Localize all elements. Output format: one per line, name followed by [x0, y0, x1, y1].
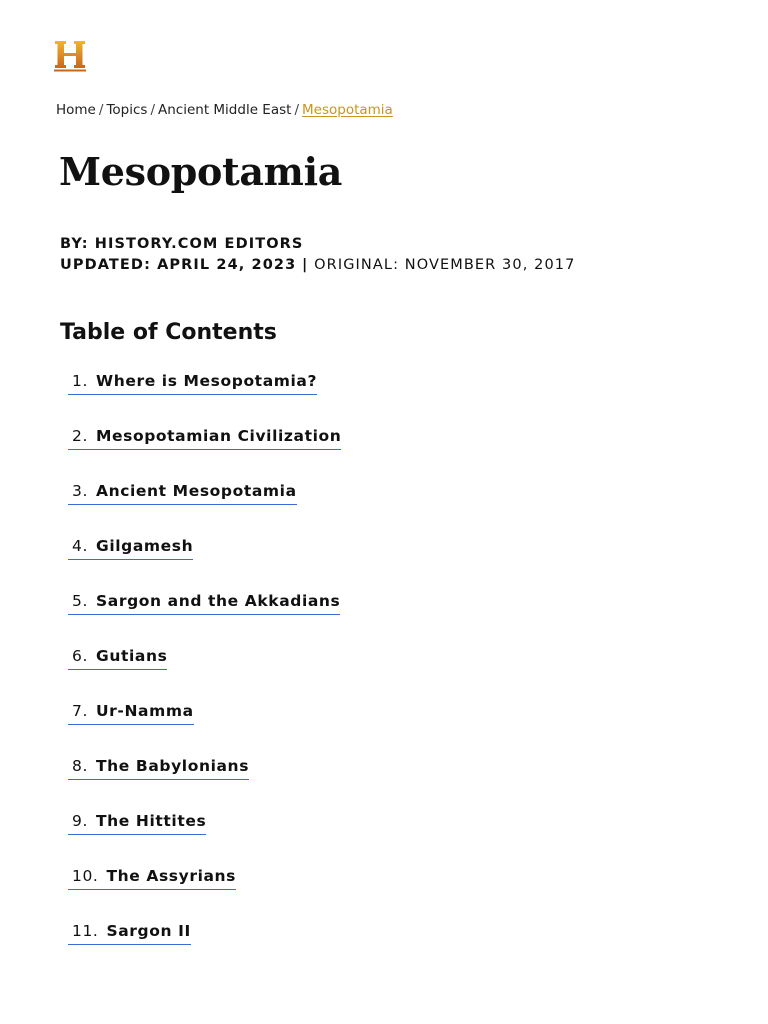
- toc-number: 4.: [72, 537, 88, 555]
- toc-item: [68, 372, 341, 427]
- toc-item: [68, 647, 341, 702]
- toc-label: Mesopotamian Civilization: [96, 427, 342, 445]
- page-title: Mesopotamia: [59, 149, 343, 194]
- toc-label: Gilgamesh: [96, 537, 194, 555]
- breadcrumb-separator: /: [150, 102, 155, 118]
- history-h-logo-icon: [53, 40, 87, 72]
- toc-label: Ancient Mesopotamia: [96, 482, 297, 500]
- toc-link-the-babylonians[interactable]: [68, 757, 249, 780]
- toc-link-ancient-mesopotamia[interactable]: [68, 482, 297, 505]
- toc-number: 1.: [72, 372, 88, 390]
- toc-label: Gutians: [96, 647, 168, 665]
- toc-item: [68, 867, 341, 922]
- updated-date: UPDATED: APRIL 24, 2023: [60, 257, 297, 273]
- toc-item: [68, 702, 341, 757]
- toc-number: 9.: [72, 812, 88, 830]
- toc-item: [68, 592, 341, 647]
- toc-item: [68, 427, 341, 482]
- breadcrumb-separator: /: [294, 102, 299, 118]
- toc-item: [68, 812, 341, 867]
- breadcrumb-ancient-middle-east-link[interactable]: Ancient Middle East: [158, 102, 292, 118]
- toc-item: [68, 537, 341, 592]
- toc-number: 6.: [72, 647, 88, 665]
- toc-label: The Babylonians: [96, 757, 250, 775]
- breadcrumb-home-link[interactable]: Home: [56, 102, 96, 118]
- toc-link-where-is-mesopotamia[interactable]: [68, 372, 317, 395]
- breadcrumb-topics-link[interactable]: Topics: [106, 102, 148, 118]
- toc-link-sargon-ii[interactable]: [68, 922, 191, 945]
- breadcrumb-separator: /: [98, 102, 104, 118]
- article-byline: BY: HISTORY.COM EDITORS: [60, 236, 304, 252]
- toc-number: 3.: [72, 482, 88, 500]
- toc-number: 11.: [72, 922, 99, 940]
- toc-label: Sargon and the Akkadians: [96, 592, 341, 610]
- toc-link-sargon-and-the-akkadians[interactable]: [68, 592, 340, 615]
- toc-label: The Assyrians: [106, 867, 236, 885]
- toc-link-ur-namma[interactable]: [68, 702, 194, 725]
- breadcrumb-current-link[interactable]: Mesopotamia: [302, 102, 393, 118]
- toc-item: [68, 757, 341, 812]
- toc-number: 7.: [72, 702, 88, 720]
- original-date: ORIGINAL: NOVEMBER 30, 2017: [314, 257, 576, 273]
- toc-label: Ur-Namma: [96, 702, 194, 720]
- table-of-contents: [68, 372, 341, 977]
- toc-number: 2.: [72, 427, 88, 445]
- toc-link-the-assyrians[interactable]: [68, 867, 236, 890]
- toc-item: [68, 482, 341, 537]
- toc-item: [68, 922, 341, 977]
- breadcrumb: [56, 102, 393, 118]
- toc-label: Where is Mesopotamia?: [96, 372, 318, 390]
- toc-link-the-hittites[interactable]: [68, 812, 206, 835]
- toc-link-gilgamesh[interactable]: [68, 537, 193, 560]
- toc-label: Sargon II: [106, 922, 191, 940]
- toc-number: 10.: [72, 867, 99, 885]
- toc-heading: Table of Contents: [60, 320, 277, 345]
- toc-number: 5.: [72, 592, 88, 610]
- toc-link-gutians[interactable]: [68, 647, 167, 670]
- date-separator: |: [302, 257, 309, 273]
- toc-label: The Hittites: [96, 812, 207, 830]
- history-logo-icon[interactable]: [53, 40, 87, 72]
- toc-number: 8.: [72, 757, 88, 775]
- toc-link-mesopotamian-civilization[interactable]: [68, 427, 341, 450]
- article-dates: [60, 257, 575, 273]
